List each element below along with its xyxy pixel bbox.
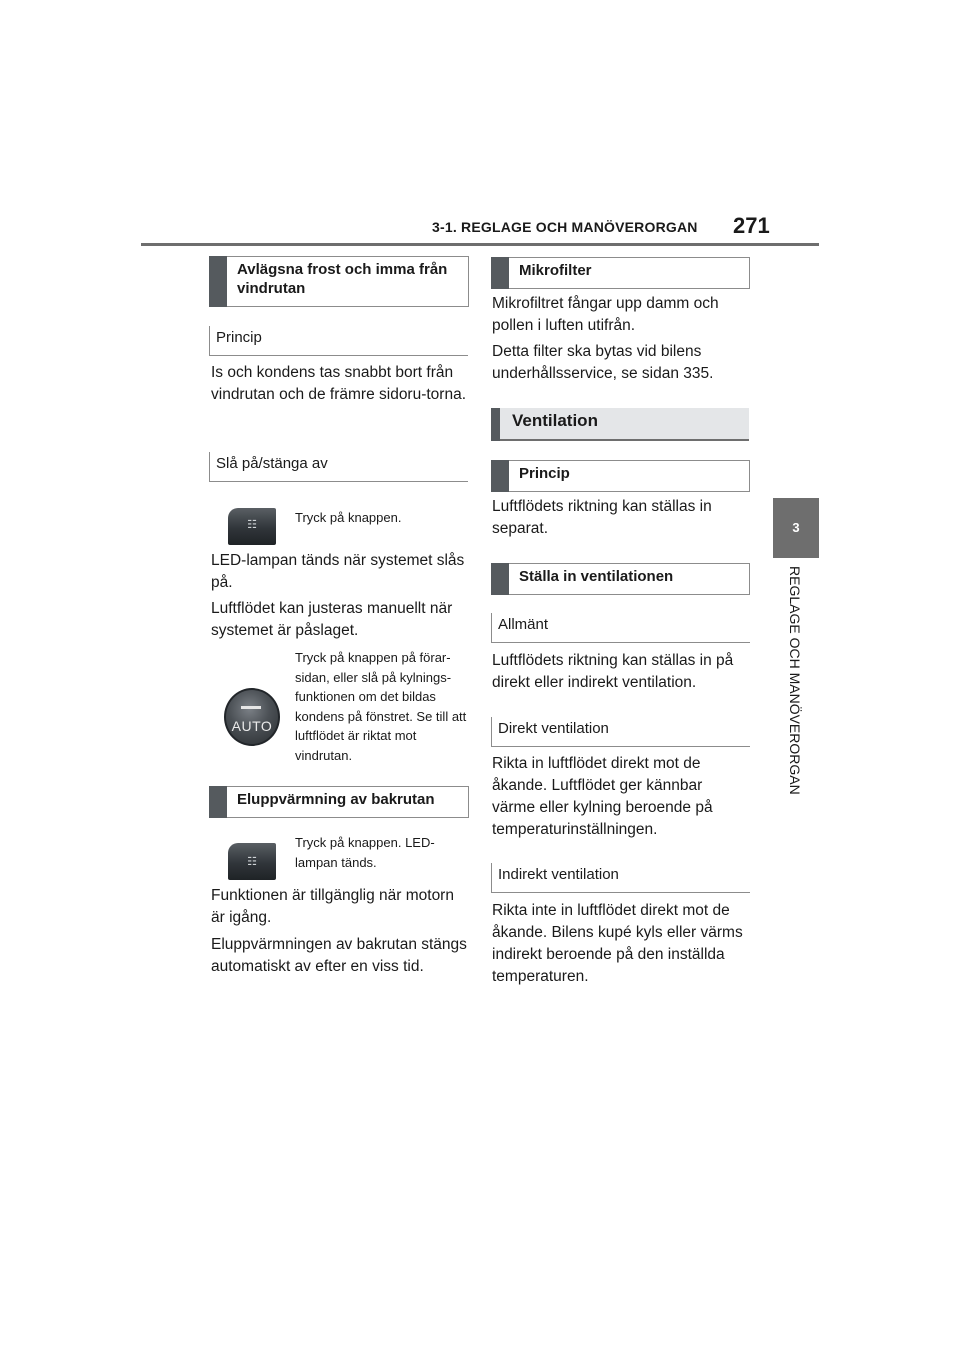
chapter-side-label (787, 566, 805, 826)
auto-knob-image (224, 688, 280, 746)
running-header-title: 3-1. REGLAGE OCH MANÖVERORGAN (432, 219, 698, 235)
paragraph: LED-lampan tänds när systemet slås på. (211, 552, 465, 591)
paragraph: Detta filter ska bytas vid bilens underhållsservice, se sidan 335. (492, 343, 714, 382)
paragraph: Luftflödet kan justeras manuellt när systemet är påslaget. (211, 600, 453, 639)
heading-text: Princip (519, 465, 570, 482)
subheading-text: Allmänt (498, 616, 549, 633)
paragraph: Mikrofiltret fångar upp damm och pollen i luften utifrån. (492, 295, 719, 334)
subheading-text: Slå på/stänga av (216, 455, 328, 472)
paragraph: Luftflödets riktning kan ställas in separat. (492, 498, 712, 537)
subheading-on-off (209, 452, 468, 482)
heading-text: Ställa in ventilationen (519, 568, 674, 585)
heading-bar (491, 460, 509, 492)
front-defrost-button-image (228, 508, 276, 545)
paragraph: Funktionen är tillgänglig när motorn är igång. (211, 887, 454, 926)
paragraph: Rikta inte in luftflödet direkt mot de åkande. Bilens kupé kyls eller värms indirekt beroende på den inställda temperaturen. (492, 902, 743, 985)
rear-defrost-button-image (228, 843, 276, 880)
heading-principle (491, 460, 750, 492)
heading-text: Ventilation (512, 411, 598, 430)
chapter-side-label-text: REGLAGE OCH MANÖVERORGAN (787, 566, 803, 795)
rear-window-heating-icon: ☷ (247, 856, 257, 868)
heading-text: Eluppvärmning av bakrutan (237, 791, 435, 808)
subheading-text: Direkt ventilation (498, 720, 609, 737)
heading-bar (491, 563, 509, 595)
heading-defrost-windscreen (209, 256, 469, 307)
heading-bar (209, 786, 227, 818)
subheading-text: Indirekt ventilation (498, 866, 619, 883)
header-rule (141, 243, 819, 246)
heading-micro-filter (491, 257, 750, 289)
heading-set-ventilation (491, 563, 750, 595)
subheading-indirect-ventilation (491, 863, 750, 893)
subheading-text: Princip (216, 329, 262, 346)
caption: Tryck på knappen. (295, 510, 402, 525)
windscreen-defrost-icon: ☷ (247, 519, 257, 531)
heading-bar (491, 257, 509, 289)
paragraph: Rikta in luftflödet direkt mot de åkande. Luftflödet ger kännbar värme eller kylning beroende på temperaturinställningen. (492, 755, 713, 838)
page-number: 271 (733, 213, 770, 238)
minus-icon (241, 706, 261, 709)
subheading-general (491, 613, 750, 643)
heading-ventilation (491, 408, 749, 441)
subheading-principle (209, 326, 468, 356)
heading-text: Avlägsna frost och imma från vindrutan (237, 261, 448, 297)
chapter-tab: 3 (773, 498, 819, 558)
heading-text: Mikrofilter (519, 262, 592, 279)
paragraph: Luftflödets riktning kan ställas in på direkt eller indirekt ventilation. (492, 652, 734, 691)
subheading-direct-ventilation (491, 717, 750, 747)
caption: Tryck på knappen. LED-lampan tänds. (295, 835, 435, 870)
heading-bar (491, 408, 500, 441)
paragraph: Is och kondens tas snabbt bort från vindrutan och de främre sidoru-torna. (211, 364, 467, 403)
knob-label: AUTO (231, 718, 273, 734)
heading-rear-window-heating (209, 786, 469, 818)
paragraph: Eluppvärmningen av bakrutan stängs automatiskt av efter en viss tid. (211, 936, 467, 975)
caption: Tryck på knappen på förar-sidan, eller slå på kylnings-funktionen om det bildas kondens på fönstret. Se till att luftflödet är riktat mot vindrutan. (295, 650, 467, 763)
heading-bar (209, 256, 227, 307)
